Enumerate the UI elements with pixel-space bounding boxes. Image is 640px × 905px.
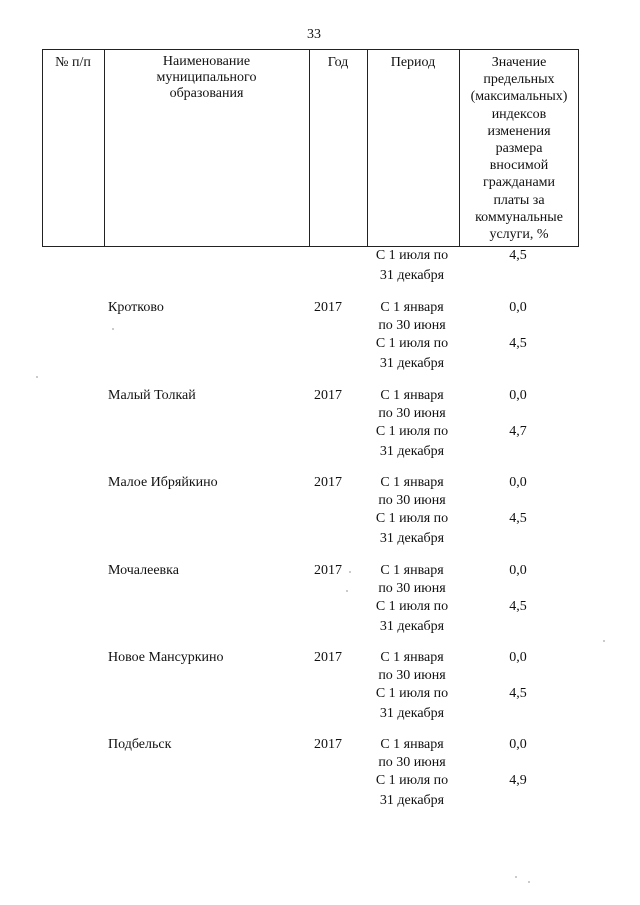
header-value (459, 54, 579, 243)
header-value-line: гражданами (482, 175, 556, 191)
period-line: С 1 июля по (375, 686, 449, 701)
period-line: по 30 июня (378, 581, 446, 596)
period-line: С 1 января (380, 563, 444, 578)
header-value-line: услуги, % (489, 227, 549, 243)
header-value-line: изменения (487, 123, 551, 139)
index-value: 0,0 (509, 300, 527, 315)
header-name (104, 54, 309, 102)
column-divider (309, 50, 310, 246)
header-year: Год (327, 55, 349, 70)
index-value: 4,7 (509, 424, 527, 439)
header-period: Период (390, 55, 436, 70)
period-line: по 30 июня (378, 406, 446, 421)
period-line: по 30 июня (378, 318, 446, 333)
header-number: № п/п (55, 55, 91, 70)
index-value: 4,5 (509, 511, 527, 526)
period-line: 31 декабря (379, 793, 445, 808)
index-value: 4,9 (509, 773, 527, 788)
scan-speck (515, 876, 517, 878)
year-cell: 2017 (314, 650, 342, 665)
period-line: С 1 января (380, 388, 444, 403)
period-line: С 1 января (380, 475, 444, 490)
index-value: 0,0 (509, 388, 527, 403)
scan-speck (112, 328, 114, 330)
header-value-line: Значение (491, 55, 547, 70)
table-header (42, 49, 579, 247)
header-value-line: индексов (491, 106, 547, 122)
index-value: 0,0 (509, 737, 527, 752)
header-value-line: (максимальных) (470, 89, 568, 105)
period-line: С 1 июля по (375, 248, 449, 263)
period-line: 31 декабря (379, 619, 445, 634)
column-divider (42, 50, 43, 246)
index-value: 0,0 (509, 650, 527, 665)
period-line: 31 декабря (379, 706, 445, 721)
year-cell: 2017 (314, 300, 342, 315)
header-name-line: муниципального (156, 70, 257, 85)
period-line: С 1 января (380, 650, 444, 665)
period-line: С 1 июля по (375, 424, 449, 439)
year-cell: 2017 (314, 563, 342, 578)
header-value-line: коммунальные (475, 209, 563, 225)
year-cell: 2017 (314, 737, 342, 752)
index-value: 4,5 (509, 599, 527, 614)
scan-speck (349, 571, 351, 573)
index-value: 0,0 (509, 563, 527, 578)
column-divider (367, 50, 368, 246)
period-line: 31 декабря (379, 531, 445, 546)
scan-speck (528, 881, 530, 883)
municipality-name: Малое Ибряйкино (108, 475, 218, 490)
period-line: 31 декабря (379, 444, 445, 459)
header-value-line: предельных (483, 72, 555, 88)
period-line: С 1 января (380, 737, 444, 752)
period-line: по 30 июня (378, 668, 446, 683)
page-number: 33 (307, 27, 321, 42)
year-cell: 2017 (314, 475, 342, 490)
year-cell: 2017 (314, 388, 342, 403)
header-value-line: платы за (493, 192, 545, 208)
period-line: по 30 июня (378, 755, 446, 770)
municipality-name: Мочалеевка (108, 563, 179, 578)
header-value-line: размера (495, 141, 543, 157)
header-value-line: вносимой (489, 158, 549, 174)
municipality-name: Подбельск (108, 737, 172, 752)
period-line: С 1 июля по (375, 336, 449, 351)
index-value: 4,5 (509, 336, 527, 351)
period-line: С 1 января (380, 300, 444, 315)
period-line: 31 декабря (379, 356, 445, 371)
scan-speck (36, 376, 38, 378)
municipality-name: Новое Мансуркино (108, 650, 224, 665)
period-line: С 1 июля по (375, 773, 449, 788)
period-line: С 1 июля по (375, 599, 449, 614)
header-name-line: Наименование (162, 54, 251, 69)
index-value: 4,5 (509, 686, 527, 701)
period-line: С 1 июля по (375, 511, 449, 526)
municipality-name: Кротково (108, 300, 164, 315)
period-line: по 30 июня (378, 493, 446, 508)
period-line: 31 декабря (379, 268, 445, 283)
index-value: 0,0 (509, 475, 527, 490)
header-name-line: образования (169, 86, 244, 101)
municipality-name: Малый Толкай (108, 388, 196, 403)
scan-speck (603, 640, 605, 642)
scan-speck (346, 590, 348, 592)
index-value: 4,5 (509, 248, 527, 263)
